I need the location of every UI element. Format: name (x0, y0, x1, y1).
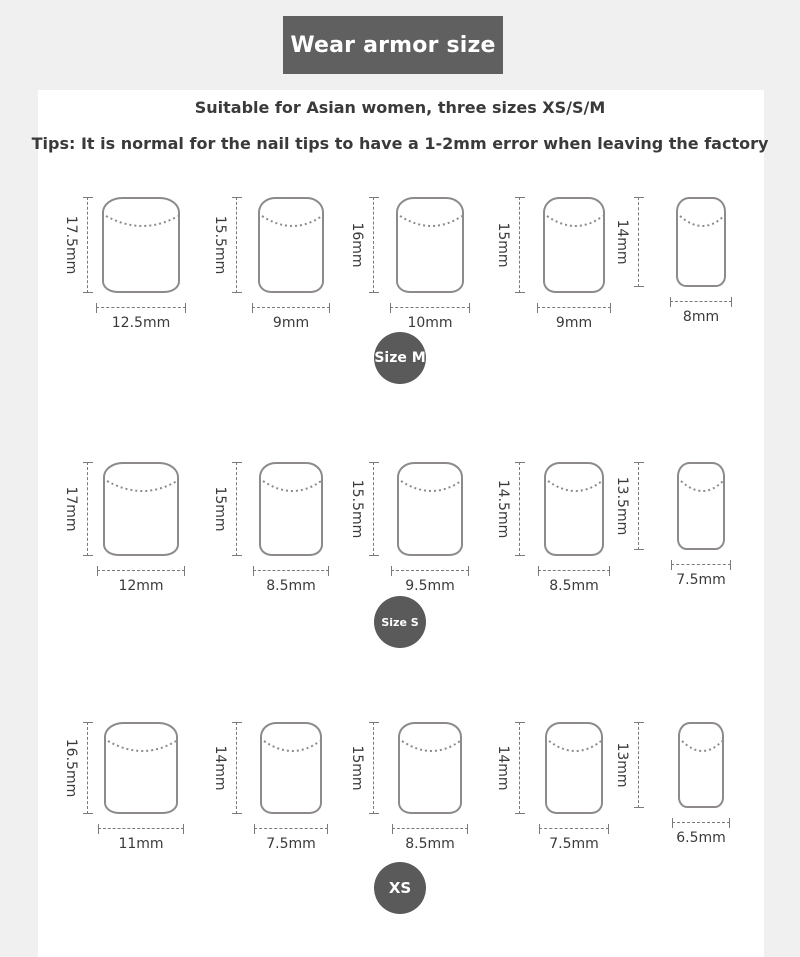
nail-shape (543, 197, 605, 293)
dimension-dash (672, 822, 730, 823)
length-dimension-line (232, 722, 242, 814)
width-label: 9.5mm (405, 578, 455, 594)
nail-shape (398, 722, 462, 814)
dimension-tick (83, 462, 93, 463)
dimension-tick (670, 297, 671, 307)
nail-shape (678, 722, 724, 808)
dimension-tick (98, 824, 99, 834)
dimension-dash (252, 307, 330, 308)
dimension-tick (392, 824, 393, 834)
dimension-tick (609, 566, 610, 576)
dimension-tick (253, 566, 254, 576)
dimension-tick (369, 555, 379, 556)
nail-shape (260, 722, 322, 814)
dimension-tick (252, 303, 253, 313)
nail-shape (258, 197, 324, 293)
dimension-tick (83, 197, 93, 198)
cuticle-line (399, 464, 465, 558)
width-dimension-line (672, 818, 730, 828)
dimension-tick (515, 462, 525, 463)
length-label: 14mm (614, 219, 630, 265)
length-dimension-line (83, 722, 93, 814)
length-label: 14mm (495, 745, 511, 791)
cuticle-line (398, 199, 466, 295)
dimension-dash (254, 828, 328, 829)
dimension-tick (515, 555, 525, 556)
length-label: 17.5mm (63, 215, 79, 275)
nail-shape (102, 197, 180, 293)
dimension-tick (608, 824, 609, 834)
dimension-tick (729, 818, 730, 828)
width-label: 7.5mm (266, 836, 316, 852)
width-label: 12mm (118, 578, 164, 594)
dimension-tick (369, 197, 379, 198)
dimension-dash (670, 301, 732, 302)
size-badge: Size S (374, 596, 426, 648)
cuticle-line (680, 724, 726, 810)
width-label: 8.5mm (405, 836, 455, 852)
nail-shape (396, 197, 464, 293)
dimension-tick (96, 303, 97, 313)
nail-shape (544, 462, 604, 556)
dimension-tick (468, 566, 469, 576)
cuticle-line (400, 724, 464, 816)
dimension-dash (392, 828, 468, 829)
length-label: 13mm (614, 742, 630, 788)
dimension-tick (634, 807, 644, 808)
cuticle-line (105, 464, 181, 558)
dimension-tick (184, 566, 185, 576)
length-dimension-line (634, 722, 644, 808)
width-label: 11mm (118, 836, 164, 852)
dimension-tick (672, 818, 673, 828)
dimension-dash (236, 722, 237, 814)
dimension-dash (236, 197, 237, 293)
dimension-dash (537, 307, 611, 308)
width-dimension-line (254, 824, 328, 834)
cuticle-line (260, 199, 326, 295)
nail-shape (104, 722, 178, 814)
dimension-tick (538, 566, 539, 576)
dimension-tick (232, 292, 242, 293)
dimension-tick (610, 303, 611, 313)
width-dimension-line (537, 303, 611, 313)
size-badge: Size M (374, 332, 426, 384)
dimension-tick (539, 824, 540, 834)
dimension-dash (97, 570, 185, 571)
dimension-dash (253, 570, 329, 571)
cuticle-line (106, 724, 180, 816)
dimension-tick (515, 813, 525, 814)
length-dimension-line (515, 197, 525, 293)
width-label: 9mm (272, 315, 310, 331)
dimension-tick (232, 462, 242, 463)
length-dimension-line (369, 197, 379, 293)
dimension-tick (329, 303, 330, 313)
dimension-dash (98, 828, 184, 829)
width-label: 6.5mm (676, 830, 726, 846)
length-label: 15mm (212, 486, 228, 532)
page-title-banner (283, 16, 503, 74)
dimension-tick (83, 292, 93, 293)
dimension-dash (671, 564, 731, 565)
dimension-tick (634, 549, 644, 550)
dimension-dash (519, 197, 520, 293)
dimension-tick (183, 824, 184, 834)
dimension-dash (373, 722, 374, 814)
width-label: 9mm (555, 315, 593, 331)
cuticle-line (261, 464, 325, 558)
dimension-tick (369, 813, 379, 814)
dimension-tick (232, 197, 242, 198)
width-dimension-line (391, 566, 469, 576)
width-dimension-line (670, 297, 732, 307)
nail-shape (677, 462, 725, 550)
width-label: 10mm (407, 315, 453, 331)
width-label: 7.5mm (549, 836, 599, 852)
dimension-tick (83, 555, 93, 556)
dimension-tick (232, 813, 242, 814)
tips-text: Tips: It is normal for the nail tips to have a 1-2mm error when leaving the factory (31, 134, 769, 153)
length-label: 15mm (495, 222, 511, 268)
width-dimension-line (671, 560, 731, 570)
subtitle: Suitable for Asian women, three sizes XS/S/M (194, 98, 606, 117)
dimension-tick (328, 566, 329, 576)
dimension-tick (634, 286, 644, 287)
dimension-tick (254, 824, 255, 834)
nail-shape (103, 462, 179, 556)
nail-shape (397, 462, 463, 556)
dimension-tick (730, 560, 731, 570)
length-dimension-line (369, 722, 379, 814)
cuticle-line (679, 464, 727, 552)
dimension-dash (538, 570, 610, 571)
cuticle-line (678, 199, 728, 289)
dimension-tick (515, 722, 525, 723)
dimension-dash (373, 462, 374, 556)
dimension-tick (369, 292, 379, 293)
dimension-tick (83, 722, 93, 723)
width-label: 8.5mm (549, 578, 599, 594)
length-label: 13.5mm (614, 476, 630, 536)
width-dimension-line (392, 824, 468, 834)
dimension-tick (515, 292, 525, 293)
dimension-tick (515, 197, 525, 198)
dimension-dash (96, 307, 186, 308)
dimension-tick (232, 722, 242, 723)
dimension-dash (638, 462, 639, 550)
length-dimension-line (515, 722, 525, 814)
width-dimension-line (96, 303, 186, 313)
page-title: Wear armor size (290, 32, 496, 58)
cuticle-line (547, 724, 605, 816)
dimension-tick (634, 462, 644, 463)
length-dimension-line (232, 462, 242, 556)
length-label: 15.5mm (212, 215, 228, 275)
dimension-dash (638, 197, 639, 287)
length-dimension-line (634, 462, 644, 550)
cuticle-line (545, 199, 607, 295)
width-label: 8mm (682, 309, 720, 325)
dimension-dash (373, 197, 374, 293)
dimension-tick (369, 722, 379, 723)
dimension-dash (87, 462, 88, 556)
length-label: 16mm (349, 222, 365, 268)
dimension-dash (539, 828, 609, 829)
dimension-tick (731, 297, 732, 307)
dimension-tick (390, 303, 391, 313)
length-dimension-line (83, 462, 93, 556)
dimension-dash (390, 307, 470, 308)
dimension-dash (87, 197, 88, 293)
dimension-tick (185, 303, 186, 313)
dimension-tick (469, 303, 470, 313)
size-badge: XS (374, 862, 426, 914)
length-dimension-line (83, 197, 93, 293)
dimension-tick (327, 824, 328, 834)
dimension-dash (236, 462, 237, 556)
dimension-tick (634, 722, 644, 723)
length-dimension-line (232, 197, 242, 293)
cuticle-line (104, 199, 182, 295)
cuticle-line (546, 464, 606, 558)
nail-shape (545, 722, 603, 814)
width-dimension-line (98, 824, 184, 834)
length-label: 14mm (212, 745, 228, 791)
length-label: 15mm (349, 745, 365, 791)
dimension-tick (391, 566, 392, 576)
width-dimension-line (97, 566, 185, 576)
width-dimension-line (390, 303, 470, 313)
length-dimension-line (369, 462, 379, 556)
dimension-dash (519, 722, 520, 814)
width-label: 12.5mm (111, 315, 171, 331)
dimension-tick (634, 197, 644, 198)
dimension-tick (97, 566, 98, 576)
length-label: 17mm (63, 486, 79, 532)
width-label: 8.5mm (266, 578, 316, 594)
dimension-tick (369, 462, 379, 463)
width-dimension-line (539, 824, 609, 834)
cuticle-line (262, 724, 324, 816)
width-dimension-line (252, 303, 330, 313)
dimension-dash (87, 722, 88, 814)
width-label: 7.5mm (676, 572, 726, 588)
dimension-tick (467, 824, 468, 834)
length-dimension-line (515, 462, 525, 556)
dimension-tick (83, 813, 93, 814)
nail-shape (676, 197, 726, 287)
dimension-tick (232, 555, 242, 556)
width-dimension-line (253, 566, 329, 576)
width-dimension-line (538, 566, 610, 576)
length-label: 14.5mm (495, 479, 511, 539)
dimension-dash (519, 462, 520, 556)
length-label: 16.5mm (63, 738, 79, 798)
length-label: 15.5mm (349, 479, 365, 539)
dimension-dash (638, 722, 639, 808)
dimension-dash (391, 570, 469, 571)
dimension-tick (537, 303, 538, 313)
bottom-strip (278, 932, 508, 957)
length-dimension-line (634, 197, 644, 287)
nail-shape (259, 462, 323, 556)
dimension-tick (671, 560, 672, 570)
